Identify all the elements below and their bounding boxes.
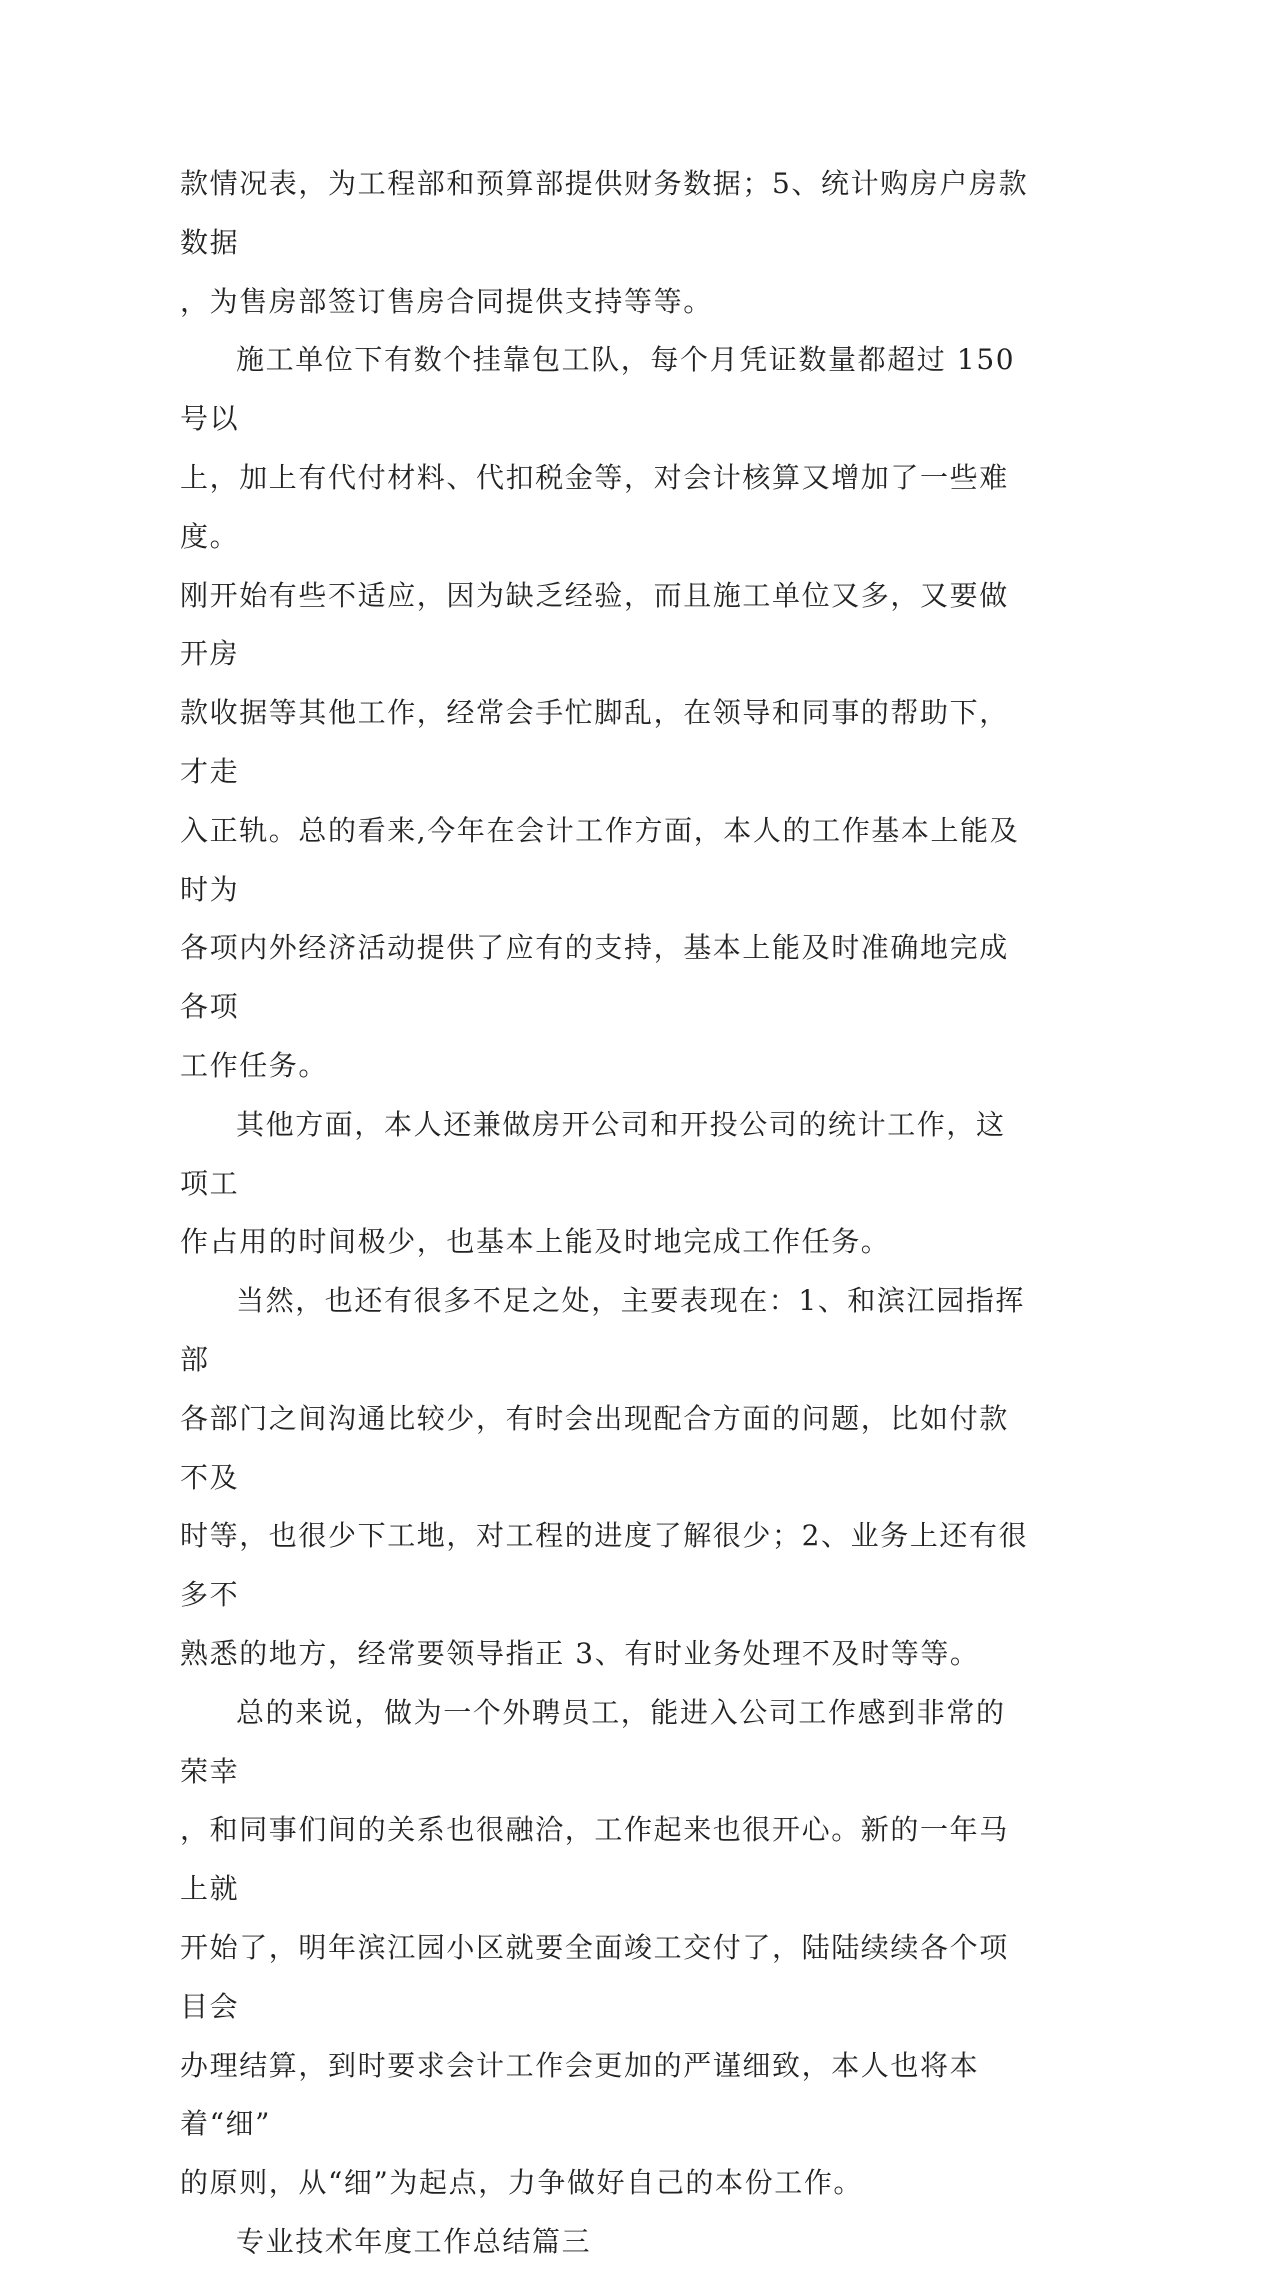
text-line: ，为售房部签订售房合同提供支持等等。 [180,284,713,318]
text-line: ，和同事们间的关系也很融洽，工作起来也很开心。新的一年马上就 [180,1813,1009,1906]
paragraph [180,1272,1030,1684]
text-line: 时等，也很少下工地，对工程的进度了解很少；2、业务上还有很多不 [180,1519,1029,1612]
paragraph [180,155,1030,331]
text-line: 入正轨。总的看来,今年在会计工作方面，本人的工作基本上能及时为 [180,813,1020,906]
text-line: 当然，也还有很多不足之处，主要表现在：1、和滨江园指挥部 [180,1284,1026,1376]
text-line: 款收据等其他工作，经常会手忙脚乱，在领导和同事的帮助下，才走 [180,696,1009,788]
text-line: 施工单位下有数个挂靠包工队，每个月凭证数量都超过 150 号以 [180,343,1016,436]
text-line: 刚开始有些不适应，因为缺乏经验，而且施工单位又多，又要做开房 [180,578,1009,671]
paragraph [180,331,1030,1095]
text-line: 作占用的时间极少，也基本上能及时地完成工作任务。 [180,1225,891,1259]
paragraph [180,1684,1030,2213]
document-body [180,155,1030,2272]
text-line: 开始了，明年滨江园小区就要全面竣工交付了，陆陆续续各个项目会 [180,1930,1009,2023]
text-line: 总的来说，做为一个外聘员工，能进入公司工作感到非常的荣幸 [180,1695,1006,1788]
paragraph [180,2213,1030,2272]
text-line: 款情况表，为工程部和预算部提供财务数据；5、统计购房户房款数据 [180,167,1029,259]
text-line: 各部门之间沟通比较少，有时会出现配合方面的问题，比如付款不及 [180,1401,1009,1494]
paragraph [180,1096,1030,1272]
text-line: 其他方面，本人还兼做房开公司和开投公司的统计工作，这项工 [180,1107,1006,1200]
text-line: 专业技术年度工作总结篇三 [236,2224,592,2258]
text-line: 工作任务。 [180,1048,329,1082]
text-line: 上，加上有代付材料、代扣税金等，对会计核算又增加了一些难度。 [180,460,1009,553]
text-line: 熟悉的地方，经常要领导指正 3、有时业务处理不及时等等。 [180,1636,980,1670]
text-line: 的原则，从“细”为起点，力争做好自己的本份工作。 [180,2166,864,2200]
text-line: 办理结算，到时要求会计工作会更加的严谨细致，本人也将本着“细” [180,2048,980,2141]
text-line: 各项内外经济活动提供了应有的支持，基本上能及时准确地完成各项 [180,931,1009,1024]
